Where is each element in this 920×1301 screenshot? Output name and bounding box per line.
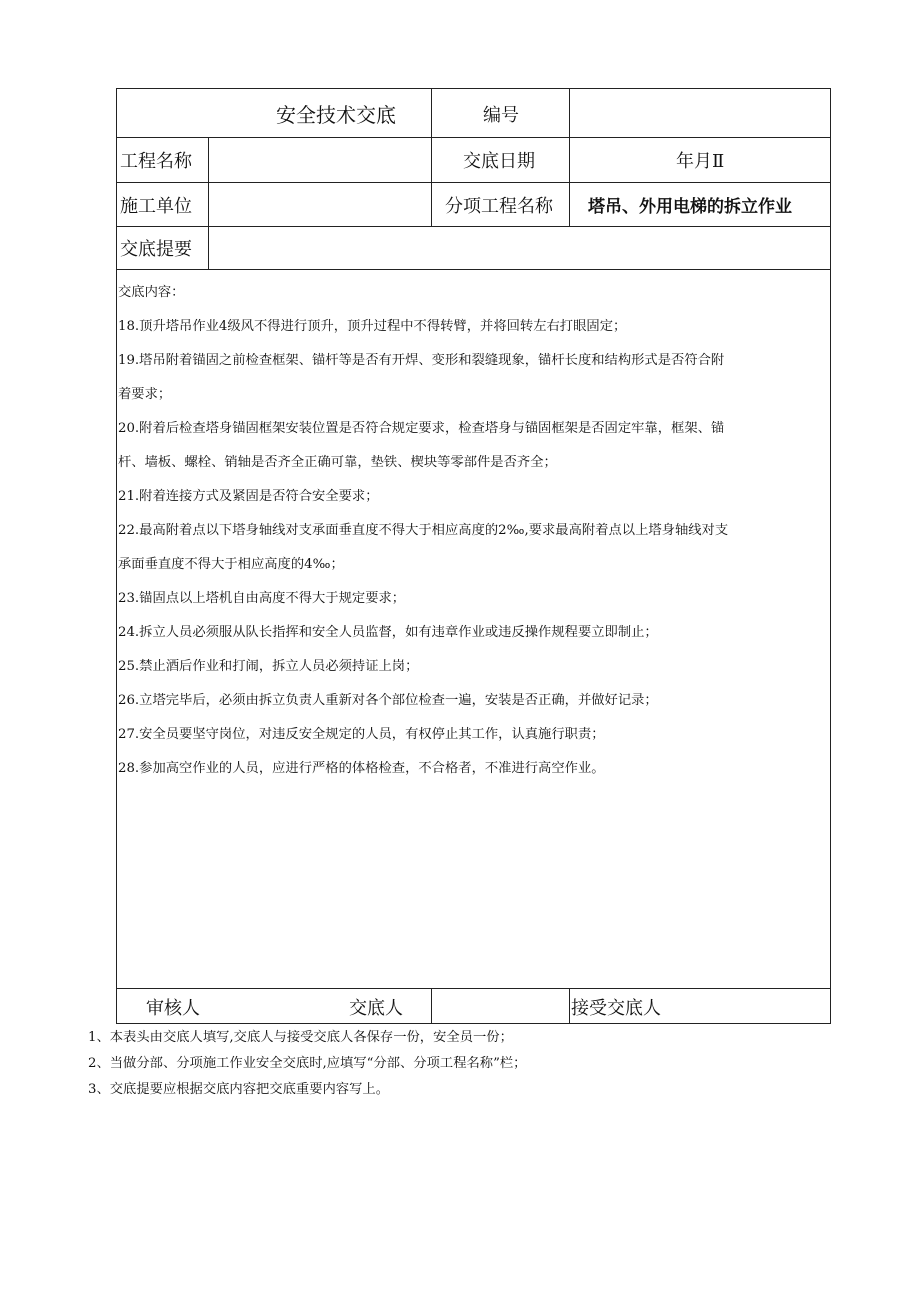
row-divider xyxy=(116,269,831,270)
col-divider xyxy=(569,88,570,226)
discloser-label: 交底人 xyxy=(349,997,403,1019)
number-label: 编号 xyxy=(483,104,519,126)
content-line: 26.立塔完毕后，必须由拆立负责人重新对各个部位检查一遍，安装是否正确，并做好记录； xyxy=(118,693,658,708)
content-line: 24.拆立人员必须服从队长指挥和安全人员监督，如有违章作业或违反操作规程要立即制止； xyxy=(118,625,658,640)
content-line: 杆、墙板、螺栓、销轴是否齐全正确可靠，垫铁、楔块等零部件是否齐全； xyxy=(118,455,557,470)
number-field[interactable] xyxy=(572,90,828,137)
col-divider xyxy=(431,988,432,1024)
content-line: 18.顶升塔吊作业4级风不得进行顶升，顶升过程中不得转臂，并将回转左右打眼固定； xyxy=(118,319,627,334)
content-line: 19.塔吊附着锚固之前检查框架、锚杆等是否有开焊、变形和裂缝现象，锚杆长度和结构形式是否符合附 xyxy=(118,353,725,368)
receiver-label: 接受交底人 xyxy=(571,997,661,1019)
col-divider xyxy=(431,88,432,226)
form-title: 安全技术交底 xyxy=(276,103,396,127)
content-line: 着要求； xyxy=(118,387,172,402)
disclosure-content xyxy=(118,282,830,792)
footnote: 3、交底提要应根据交底内容把交底重要内容写上。 xyxy=(88,1082,389,1097)
content-line: 23.锚固点以上塔机自由高度不得大于规定要求； xyxy=(118,591,406,606)
content-line: 27.安全员要坚守岗位，对违反安全规定的人员，有权停止其工作，认真施行职责； xyxy=(118,727,605,742)
footnotes xyxy=(88,1027,888,1105)
content-heading: 交底内容： xyxy=(118,285,185,300)
date-label: 交底日期 xyxy=(463,151,535,172)
discloser-signature-field[interactable] xyxy=(433,989,567,1024)
content-line: 20.附着后检查塔身锚固框架安装位置是否符合规定要求，检查塔身与锚固框架是否固定牢靠，框架、锚 xyxy=(118,421,725,436)
reviewer-label: 审核人 xyxy=(146,997,200,1019)
construction-unit-label: 施工单位 xyxy=(120,195,192,217)
col-divider xyxy=(208,137,209,269)
subitem-name-value[interactable]: 塔吊、外用电梯的拆立作业 xyxy=(588,197,792,217)
content-line: 28.参加高空作业的人员，应进行严格的体格检查，不合格者，不准进行高空作业。 xyxy=(118,761,605,776)
summary-field[interactable] xyxy=(211,227,827,269)
summary-label: 交底提要 xyxy=(120,239,192,260)
subitem-name-label: 分项工程名称 xyxy=(445,195,553,217)
content-line: 25.禁止酒后作业和打闹，拆立人员必须持证上岗； xyxy=(118,659,419,674)
footnote: 1、本表头由交底人填写,交底人与接受交底人各保存一份，安全员一份； xyxy=(88,1030,513,1045)
content-line: 承面垂直度不得大于相应高度的4‰； xyxy=(118,557,344,572)
footnote: 2、当做分部、分项施工作业安全交底时,应填写“分部、分项工程名称”栏； xyxy=(88,1056,527,1071)
content-line: 21.附着连接方式及紧固是否符合安全要求； xyxy=(118,489,379,504)
construction-unit-field[interactable] xyxy=(211,183,429,226)
date-field[interactable]: 年月Ⅱ xyxy=(676,151,725,172)
col-divider xyxy=(569,988,570,1024)
project-name-label: 工程名称 xyxy=(120,151,192,172)
content-line: 22.最高附着点以下塔身轴线对支承面垂直度不得大于相应高度的2‰,要求最高附着点以上塔身轴线对支 xyxy=(118,523,729,538)
project-name-field[interactable] xyxy=(211,138,429,182)
